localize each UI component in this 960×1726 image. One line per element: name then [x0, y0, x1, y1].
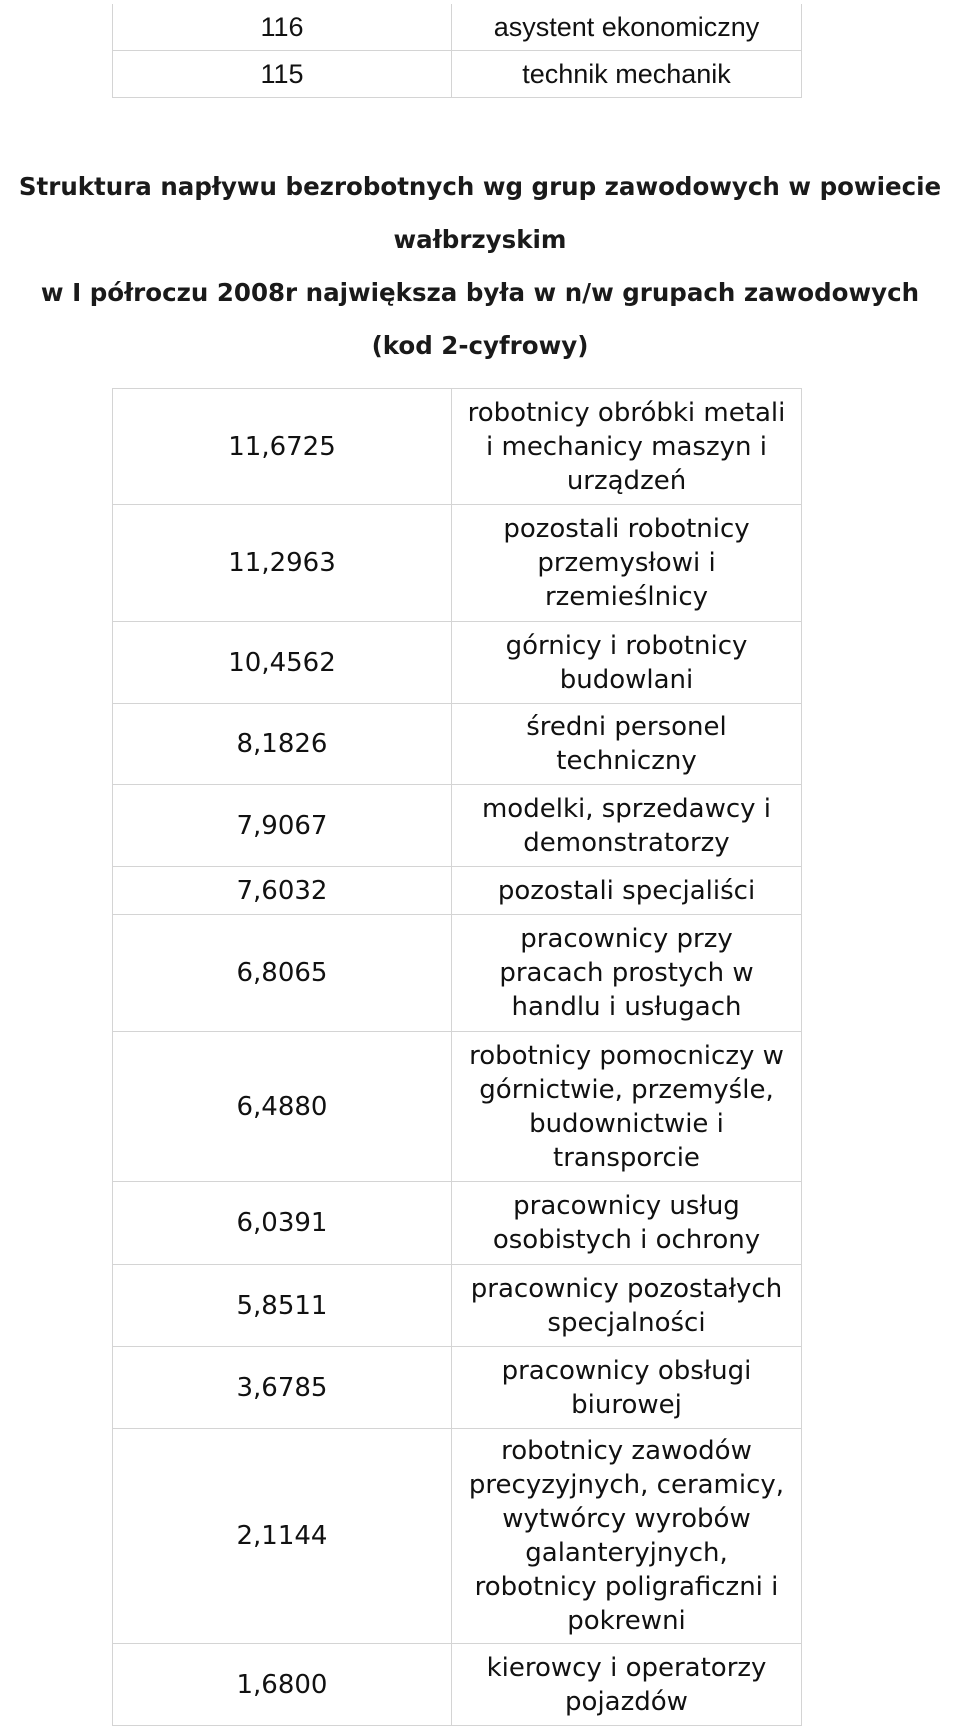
heading-line: wałbrzyskim — [393, 225, 567, 254]
share-value: 11,2963 — [113, 505, 452, 622]
section-heading — [0, 160, 960, 372]
table-row — [113, 1032, 802, 1182]
table-row — [113, 1182, 802, 1265]
table-row — [113, 505, 802, 622]
table-row — [113, 4, 802, 51]
occupational-group: kierowcy i operatorzy pojazdów — [452, 1644, 802, 1726]
occupational-group: robotnicy pomocniczy w górnictwie, przemyśle, budownictwie i transporcie — [452, 1032, 802, 1182]
table-row — [113, 1265, 802, 1347]
table-row — [113, 785, 802, 867]
occupational-group: średni personel techniczny — [452, 704, 802, 785]
share-value: 2,1144 — [113, 1429, 452, 1644]
share-value: 7,6032 — [113, 867, 452, 915]
share-value: 11,6725 — [113, 389, 452, 505]
occupational-group: pracownicy usług osobistych i ochrony — [452, 1182, 802, 1265]
occupation-name: technik mechanik — [452, 51, 802, 98]
occupational-group: robotnicy obróbki metali i mechanicy maszyn i urządzeń — [452, 389, 802, 505]
share-value: 3,6785 — [113, 1347, 452, 1429]
share-value: 6,8065 — [113, 915, 452, 1032]
share-value: 10,4562 — [113, 622, 452, 704]
occupation-code: 115 — [113, 51, 452, 98]
table-row — [113, 1347, 802, 1429]
occupational-groups-table — [112, 388, 802, 1726]
share-value: 6,0391 — [113, 1182, 452, 1265]
heading-line: (kod 2-cyfrowy) — [371, 331, 589, 360]
table-row — [113, 867, 802, 915]
table-row — [113, 622, 802, 704]
occupational-group: pozostali robotnicy przemysłowi i rzemieślnicy — [452, 505, 802, 622]
occupational-group: robotnicy zawodów precyzyjnych, ceramicy, wytwórcy wyrobów galanteryjnych, robotnicy poligraficzni i pokrewni — [452, 1429, 802, 1644]
table-row — [113, 1429, 802, 1644]
table-row — [113, 51, 802, 98]
occupation-code: 116 — [113, 4, 452, 51]
heading-line: w I półroczu 2008r największa była w n/w grupach zawodowych — [40, 278, 920, 307]
table-row — [113, 1644, 802, 1726]
occupational-group: modelki, sprzedawcy i demonstratorzy — [452, 785, 802, 867]
share-value: 7,9067 — [113, 785, 452, 867]
occupational-group: pracownicy przy pracach prostych w handlu i usługach — [452, 915, 802, 1032]
share-value: 6,4880 — [113, 1032, 452, 1182]
occupational-group: górnicy i robotnicy budowlani — [452, 622, 802, 704]
occupation-code-table — [112, 4, 802, 98]
occupational-group: pracownicy pozostałych specjalności — [452, 1265, 802, 1347]
share-value: 1,6800 — [113, 1644, 452, 1726]
share-value: 5,8511 — [113, 1265, 452, 1347]
occupational-group: pozostali specjaliści — [452, 867, 802, 915]
share-value: 8,1826 — [113, 704, 452, 785]
table-row — [113, 915, 802, 1032]
heading-line: Struktura napływu bezrobotnych wg grup zawodowych w powiecie — [18, 172, 942, 201]
occupational-group: pracownicy obsługi biurowej — [452, 1347, 802, 1429]
table-row — [113, 704, 802, 785]
occupation-name: asystent ekonomiczny — [452, 4, 802, 51]
table-row — [113, 389, 802, 505]
